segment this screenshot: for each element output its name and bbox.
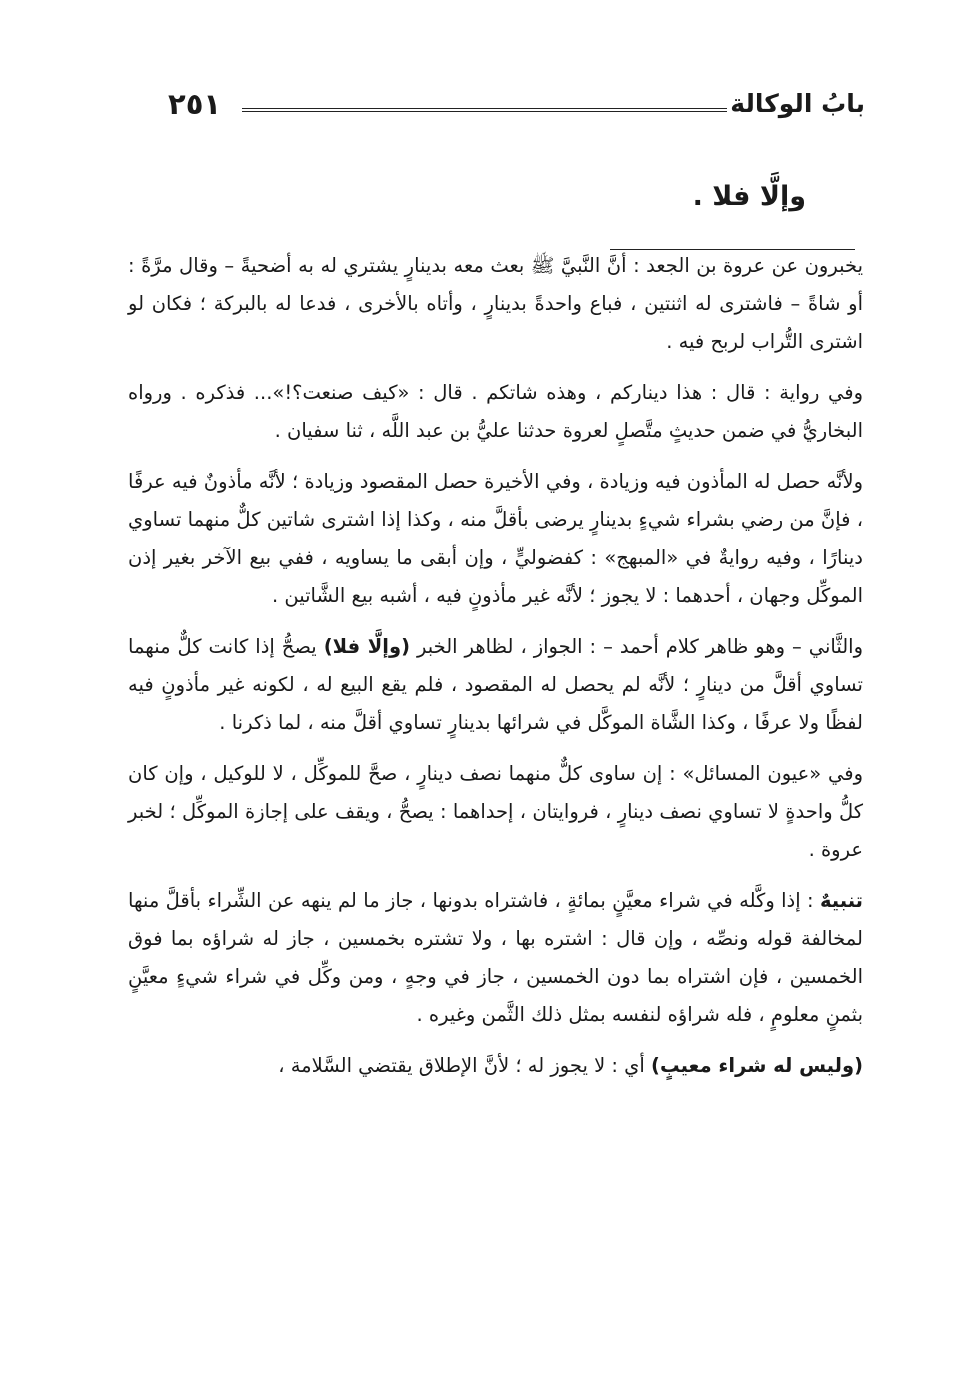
matn-heading: وإلَّا فلا .	[692, 181, 806, 212]
paragraph-4-after: يصحُّ إذا كانت كلٌّ منهما تساوي أقلَّ من دينارٍ ؛ لأنَّه لم يحصل له المقصود ، فلم يقع البيع له ، لكونه غير مأذونٍ فيه لفظًا ولا عرفًا ، وكذا الشَّاة الموكَّل في شرائها بدينارٍ تساوي أقلَّ منه ، لما ذكرنا .	[128, 635, 863, 734]
commentary-text	[128, 247, 863, 1085]
paragraph-4-before: والثَّاني – وهو ظاهر كلام أحمد – : الجواز ، لظاهر الخبر	[410, 635, 863, 658]
paragraph-6-after: : إذا وكَّله في شراء معيَّنٍ بمائةٍ ، فاشتراه بدونها ، جاز ما لم ينهه عن الشِّراء بأقلَّ منها لمخالفة قوله ونصِّه ، وإن قال : اشتره بها ، ولا تشتره بخمسين ، جاز له شراؤه بما فوق الخمسين ، فإن اشتراه بما دون الخمسين ، جاز في وجهٍ ، ومن وكِّل في شراء شيءٍ معيَّنٍ بثمنٍ معلومٍ ، فله شراؤه لنفسه بمثل ذلك الثَّمن وغيره .	[128, 889, 863, 1026]
paragraph-4	[128, 628, 863, 742]
paragraph-5: وفي «عيون المسائل» : إن ساوى كلٌّ منهما نصف دينارٍ ، صحَّ للموكِّل ، لا للوكيل ، وإن كان كلُّ واحدةٍ لا تساوي نصف دينارٍ ، فروايتان ، إحداهما : يصحُّ ، ويقف على إجازة الموكِّل ؛ لخبر عروة .	[128, 762, 863, 861]
header-rule	[242, 108, 727, 112]
paragraph-2: وفي رواية : قال : هذا ديناركم ، وهذه شاتكم . قال : «كيف صنعت؟!»... فذكره . ورواه البخاريُّ في ضمن حديثٍ متَّصلٍ لعروة حدثنا عليُّ بن عبد اللَّه ، ثنا سفيان .	[128, 381, 863, 442]
paragraph-7-after: أي : لا يجوز له ؛ لأنَّ الإطلاق يقتضي السَّلامة ،	[278, 1054, 652, 1077]
paragraph-6-bold-heading: تنبيهٌ	[819, 889, 863, 912]
paragraph-7	[128, 1047, 863, 1085]
paragraph-1: يخبرون عن عروة بن الجعد : أنَّ النَّبيَّ ﷺ بعث معه بدينارٍ يشتري له به أضحيةً – وقال مرَّةً : أو شاةً – فاشترى له اثنتين ، فباع واحدةً بدينارٍ ، وأتاه بالأخرى ، فدعا له بالبركة ؛ فكان لو اشترى التُّراب لربح فيه .	[128, 254, 863, 353]
paragraph-7-bold-quote: (وليس له شراء معيبٍ)	[651, 1054, 863, 1077]
paragraph-3: ولأنَّه حصل له المأذون فيه وزيادة ، وفي الأخيرة حصل المقصود وزيادة ؛ لأنَّه مأذونٌ فيه عرفًا ، فإنَّ من رضي بشراء شيءٍ بدينارٍ يرضى بأقلَّ منه ، وكذا إذا اشترى شاتين كلٌّ منهما تساوي دينارًا ، وفيه روايةٌ في «المبهج» : كفضوليٍّ ، وإن أبقى ما يساويه ، ففي بيع الآخر بغير إذن الموكِّل وجهان ، أحدهما : لا يجوز ؛ لأنَّه غير مأذونٍ فيه ، أشبه بيع الشَّاتين .	[128, 470, 863, 607]
page-header	[150, 86, 865, 126]
paragraph-4-bold-quote: (وإلَّا فلا)	[323, 635, 411, 658]
paragraph-6	[128, 882, 863, 1034]
running-title: بابُ الوكالة	[730, 89, 865, 118]
page-number: ٢٥١	[168, 87, 222, 121]
